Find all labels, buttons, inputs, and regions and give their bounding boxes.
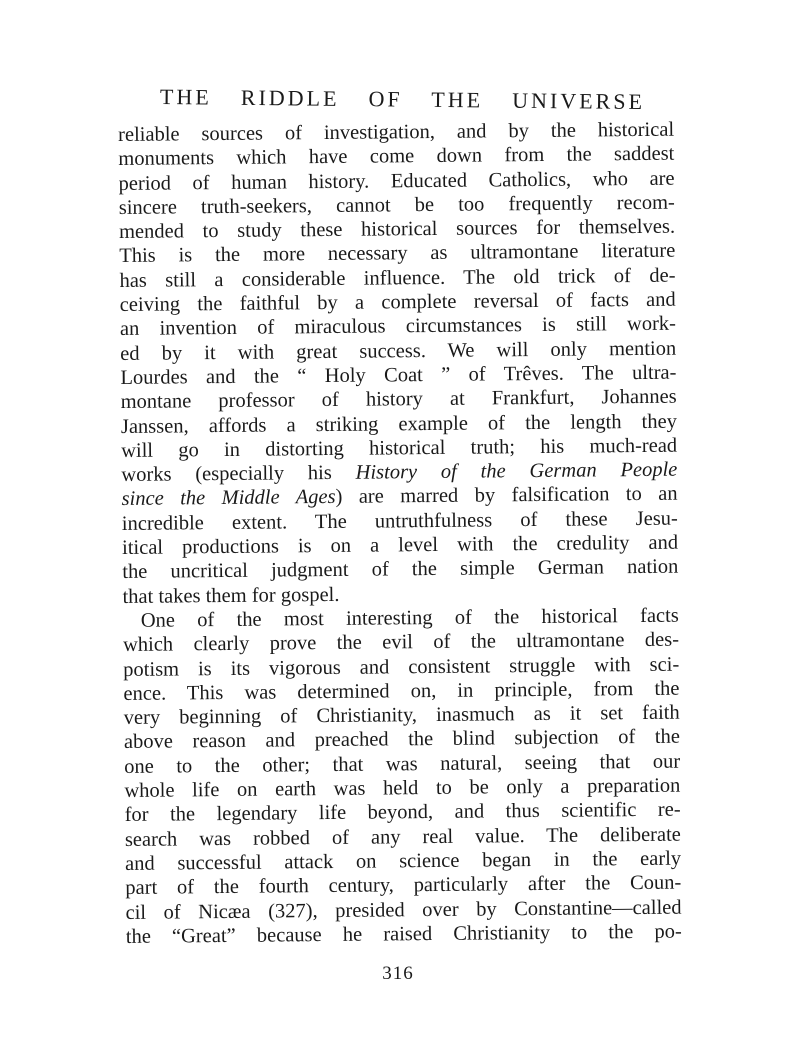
text-line: period of human history. Educated Catholics, who are — [118, 167, 675, 195]
text-line: the uncritical judgment of the simple German nation — [122, 555, 679, 584]
text-line: monuments which have come down from the saddest — [118, 142, 675, 171]
body-text — [118, 118, 682, 949]
text-line: reliable sources of investigation, and by the historical — [118, 118, 675, 146]
text-line: Lourdes and the “ Holy Coat ” of Trêves. The ultra- — [120, 361, 677, 389]
text-line: incredible extent. The untruthfulness of these Jesu- — [121, 507, 678, 535]
text-line: cil of Nicæa (327), presided over by Constantine—called — [125, 896, 682, 924]
text-line: ceiving the faithful by a complete reversal of facts and — [119, 288, 676, 317]
text-line: potism is its vigorous and consistent struggle with sci- — [123, 653, 680, 681]
text-line: search was robbed of any real value. The deliberate — [124, 823, 681, 851]
text-line: itical productions is on a level with the credulity and — [121, 531, 679, 560]
text-line: since the Middle Ages) are marred by falsification to an — [121, 483, 678, 511]
text-line: sincere truth-seekers, cannot be too frequently recom- — [118, 191, 675, 219]
text-line: above reason and preached the blind subjection of the — [123, 726, 681, 754]
text-line: which clearly prove the evil of the ultramontane des- — [122, 628, 680, 657]
text-line: has still a considerable influence. The old trick of de- — [119, 264, 676, 292]
running-head: THE RIDDLE OF THE UNIVERSE — [159, 84, 646, 115]
text-line: montane professor of history at Frankfurt, Johannes — [120, 385, 677, 414]
text-line: one to the other; that was natural, seeing that our — [124, 750, 681, 778]
paragraph-end-line: that takes them for gospel. — [122, 583, 340, 608]
text-line: for the legendary life beyond, and thus scientific re- — [124, 798, 681, 827]
text-line: ence. This was determined on, in principle, from the — [123, 677, 680, 705]
text-line: will go in distorting historical truth; his much-read — [121, 434, 678, 462]
text-line: This is the more necessary as ultramontane literature — [119, 240, 676, 268]
paragraph-start-line: One of the most interesting of the historical facts — [140, 604, 679, 632]
text-line: mended to study these historical sources for themselves. — [118, 215, 676, 244]
text-line: ed by it with great success. We will only mention — [120, 337, 677, 365]
italic-book-title: History of the German People — [355, 458, 678, 484]
italic-book-title: since the Middle Ages — [121, 486, 336, 511]
page-number: 316 — [382, 963, 414, 984]
text-line: works (especially his History of the German People — [121, 458, 678, 487]
text-line: whole life on earth was held to be only a preparation — [124, 774, 681, 802]
text-line: very beginning of Christianity, inasmuch as it set faith — [123, 701, 680, 730]
text-line: part of the fourth century, particularly after the Coun- — [125, 871, 682, 900]
text-line: an invention of miraculous circumstances is still work- — [119, 313, 677, 341]
text-line: and successful attack on science began in the early — [125, 847, 682, 875]
text-line: the “Great” because he raised Christianity to the po- — [125, 920, 682, 948]
text-line: Janssen, affords a striking example of the length they — [120, 410, 677, 438]
